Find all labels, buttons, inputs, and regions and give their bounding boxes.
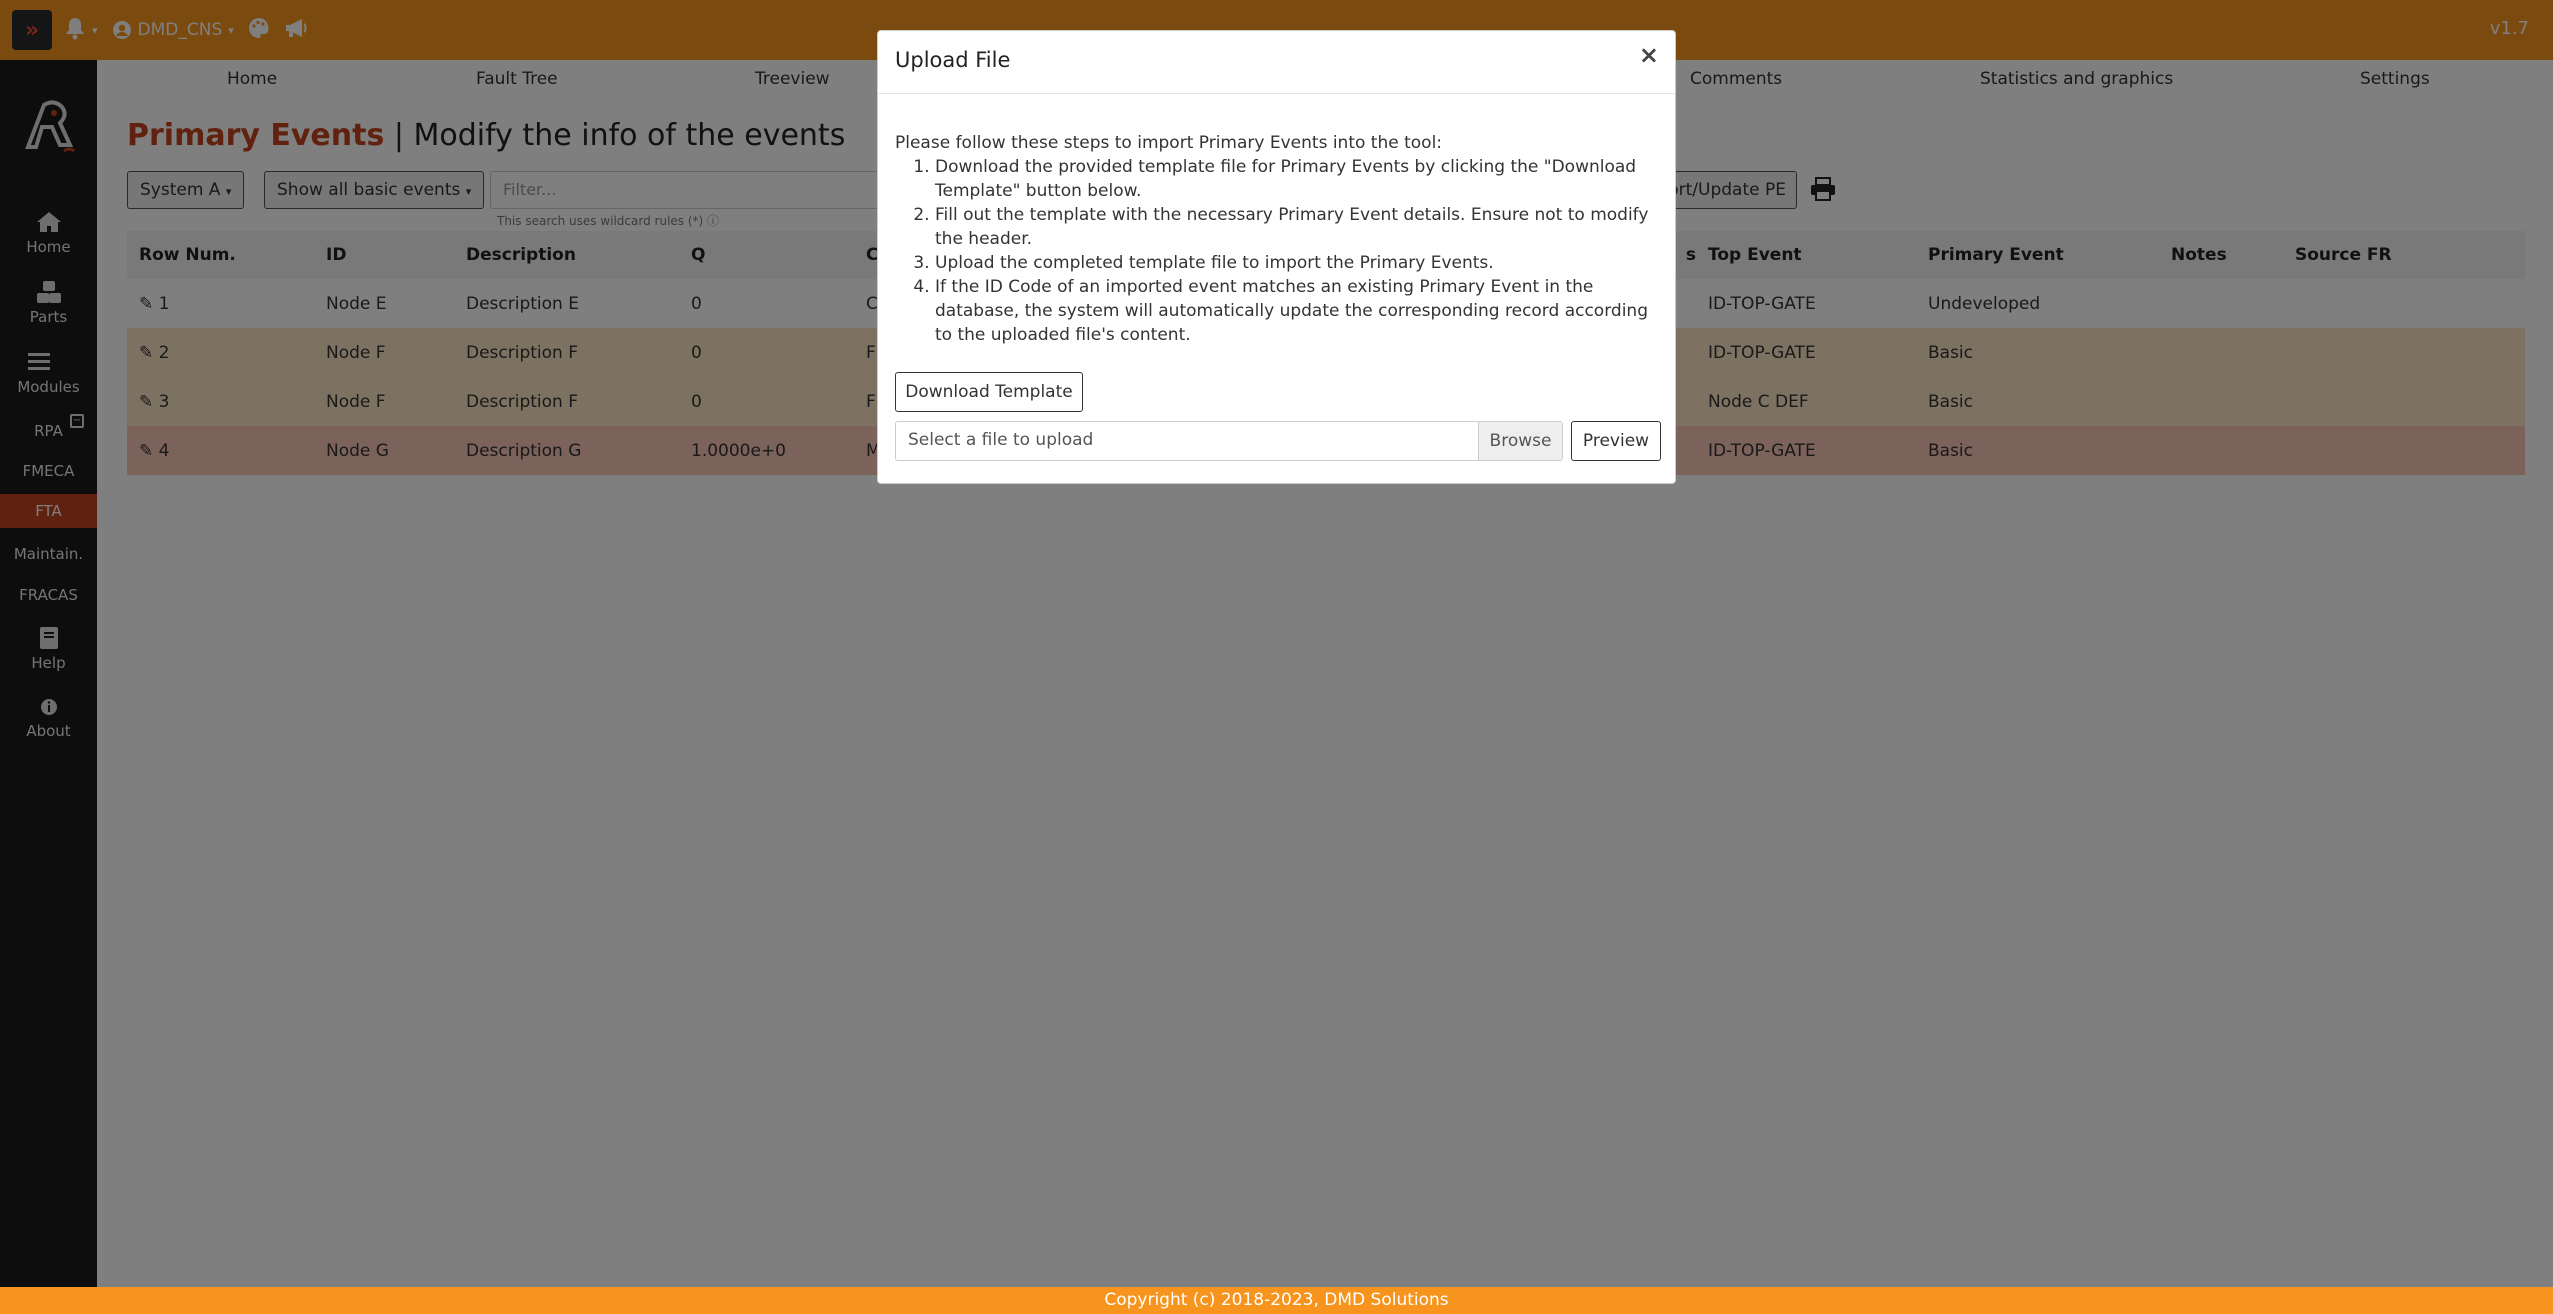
modal-header [878, 31, 1675, 94]
download-template-button[interactable]: Download Template [895, 372, 1083, 412]
instruction-step: 1. Download the provided template file for Primary Events by clicking the "Download Template" button below. [935, 155, 1660, 203]
upload-file-modal [877, 30, 1676, 484]
modal-body [895, 131, 1660, 347]
file-input-placeholder: Select a file to upload [908, 430, 1094, 450]
instruction-step: 4. If the ID Code of an imported event matches an existing Primary Event in the database, the system will automatically update the corresponding record according to the uploaded file's content. [935, 275, 1660, 347]
footer: Copyright (c) 2018-2023, DMD Solutions [0, 1287, 2553, 1314]
instructions-intro: Please follow these steps to import Primary Events into the tool: [895, 133, 1443, 153]
instructions-list [935, 155, 1660, 347]
modal-title: Upload File [895, 48, 1011, 72]
preview-button[interactable]: Preview [1571, 421, 1661, 461]
file-upload-input[interactable] [895, 421, 1563, 461]
browse-button[interactable]: Browse [1478, 422, 1562, 460]
instruction-step: 2. Fill out the template with the necessary Primary Event details. Ensure not to modify the header. [935, 203, 1660, 251]
instruction-step: 3. Upload the completed template file to import the Primary Events. [935, 251, 1660, 275]
close-icon[interactable]: × [1638, 41, 1659, 69]
